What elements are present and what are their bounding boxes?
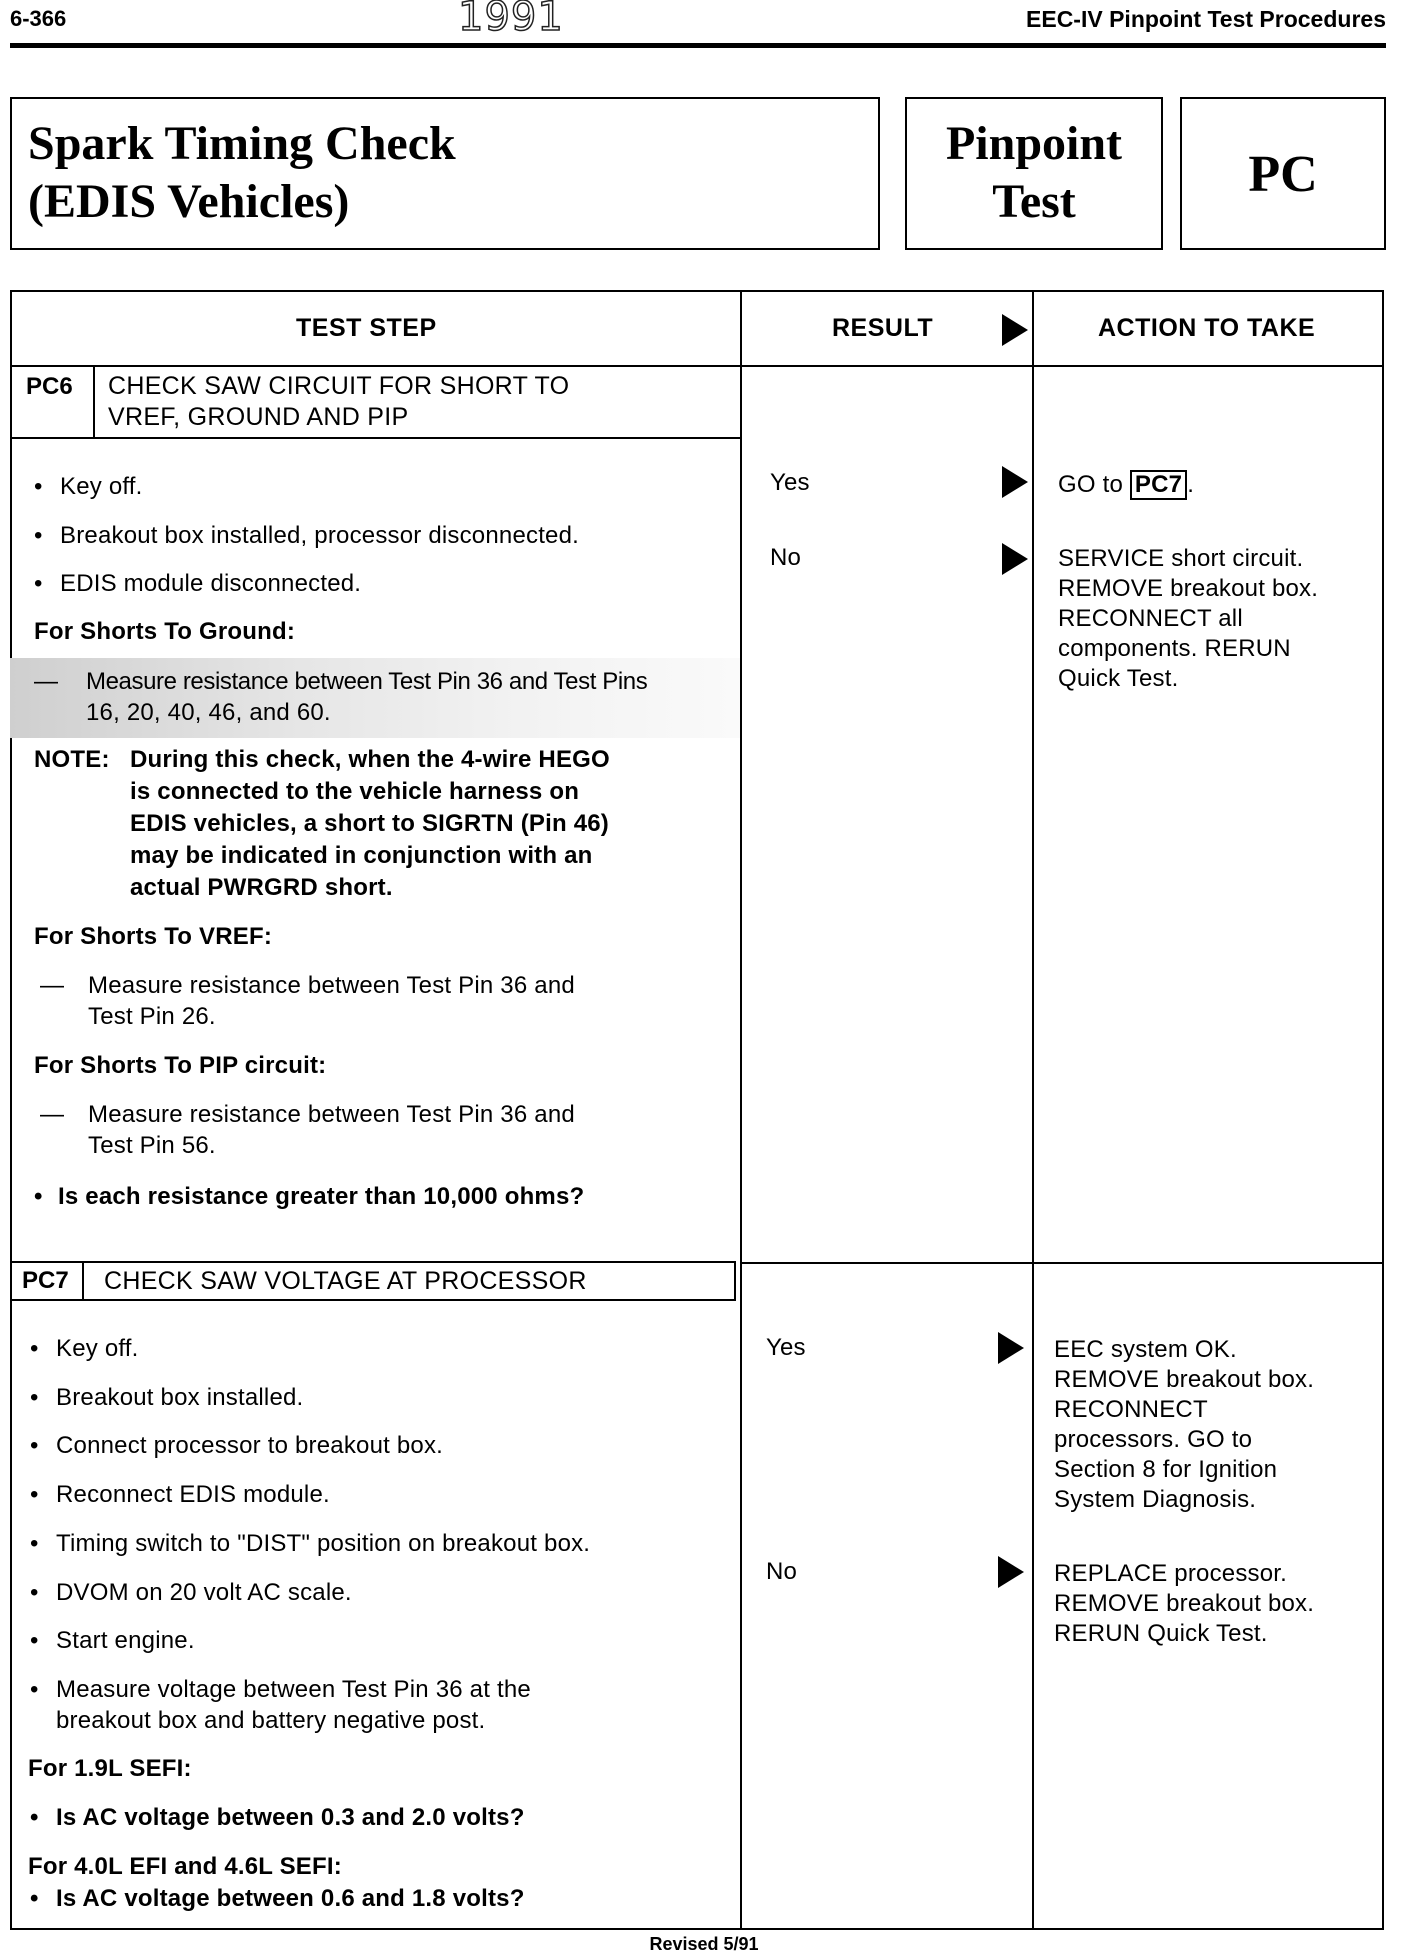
pc6-action-yes bbox=[1058, 469, 1194, 500]
pc7-step-4: Reconnect EDIS module. bbox=[56, 1481, 330, 1508]
column-header-action: ACTION TO TAKE bbox=[1098, 314, 1316, 342]
pc6-question: Is each resistance greater than 10,000 ohms? bbox=[58, 1183, 585, 1210]
pc7-step-7: Start engine. bbox=[56, 1627, 195, 1654]
dash-icon: — bbox=[34, 668, 59, 695]
bullet-icon: • bbox=[34, 473, 43, 500]
pc6-action-no-line2: REMOVE breakout box. bbox=[1058, 575, 1319, 602]
bullet-icon: • bbox=[30, 1804, 39, 1831]
pc6-note-line3: EDIS vehicles, a short to SIGRTN (Pin 46) bbox=[130, 810, 609, 837]
pc7-measure-line2: breakout box and battery negative post. bbox=[56, 1707, 486, 1734]
pc6-step-1: Key off. bbox=[60, 473, 143, 500]
pc7-step-5: Timing switch to "DIST" position on breakout box. bbox=[56, 1530, 591, 1557]
pc7-step-6: DVOM on 20 volt AC scale. bbox=[56, 1579, 352, 1606]
pc7-efi40-heading: For 4.0L EFI and 4.6L SEFI: bbox=[28, 1853, 342, 1880]
pc7-efi40-question: Is AC voltage between 0.6 and 1.8 volts? bbox=[56, 1885, 525, 1912]
pc7-action-yes-line1: EEC system OK. bbox=[1054, 1336, 1237, 1363]
dash-icon: — bbox=[40, 972, 65, 999]
pc6-action-yes-suffix: . bbox=[1187, 471, 1195, 498]
pc7-reference-link[interactable]: PC7 bbox=[1130, 470, 1187, 500]
pc7-sefi19-heading: For 1.9L SEFI: bbox=[28, 1755, 192, 1782]
bullet-icon: • bbox=[30, 1676, 39, 1703]
pc6-id-divider bbox=[93, 365, 95, 439]
bullet-icon: • bbox=[34, 570, 43, 597]
pc7-action-yes-line6: System Diagnosis. bbox=[1054, 1486, 1257, 1513]
pc7-measure-line1: Measure voltage between Test Pin 36 at the bbox=[56, 1676, 531, 1703]
revision-footer: Revised 5/91 bbox=[649, 1934, 759, 1954]
result-arrow-icon bbox=[1002, 466, 1028, 498]
pinpoint-test-box bbox=[905, 97, 1163, 250]
pc6-vref-line2: Test Pin 26. bbox=[88, 1003, 216, 1030]
pc6-action-no-line3: RECONNECT all bbox=[1058, 605, 1243, 632]
pc7-action-yes-line4: processors. GO to bbox=[1054, 1426, 1253, 1453]
pc7-action-yes-line3: RECONNECT bbox=[1054, 1396, 1208, 1423]
pc6-pip-line2: Test Pin 56. bbox=[88, 1132, 216, 1159]
pc6-title-line1: CHECK SAW CIRCUIT FOR SHORT TO bbox=[108, 372, 570, 400]
bullet-icon: • bbox=[34, 1183, 43, 1210]
pc6-note-line4: may be indicated in conjunction with an bbox=[130, 842, 593, 869]
bullet-icon: • bbox=[30, 1384, 39, 1411]
pc7-step-1: Key off. bbox=[56, 1335, 139, 1362]
bullet-icon: • bbox=[30, 1885, 39, 1912]
test-code-box bbox=[1180, 97, 1386, 250]
pinpoint-label-line2: Test bbox=[992, 175, 1076, 228]
pc6-step-3: EDIS module disconnected. bbox=[60, 570, 362, 597]
pc6-vref-heading: For Shorts To VREF: bbox=[34, 923, 273, 950]
bullet-icon: • bbox=[30, 1335, 39, 1362]
pc7-step-2: Breakout box installed. bbox=[56, 1384, 304, 1411]
bullet-icon: • bbox=[30, 1579, 39, 1606]
pc6-ground-heading: For Shorts To Ground: bbox=[34, 618, 296, 645]
pc6-step-2: Breakout box installed, processor disconnected. bbox=[60, 522, 580, 549]
column-header-result: RESULT bbox=[832, 314, 934, 342]
test-title-line2: (EDIS Vehicles) bbox=[28, 175, 350, 228]
pc6-title-line2: VREF, GROUND AND PIP bbox=[108, 403, 409, 431]
pc7-title: CHECK SAW VOLTAGE AT PROCESSOR bbox=[104, 1267, 587, 1295]
pinpoint-label-line1: Pinpoint bbox=[945, 117, 1123, 170]
result-arrow-icon bbox=[998, 1556, 1024, 1588]
section-title: EEC-IV Pinpoint Test Procedures bbox=[1026, 6, 1386, 32]
pc7-result-no: No bbox=[766, 1558, 798, 1585]
dash-icon: — bbox=[40, 1101, 65, 1128]
pc6-ground-measure-line2: 16, 20, 40, 46, and 60. bbox=[86, 699, 331, 726]
result-arrow-icon bbox=[998, 1332, 1024, 1364]
pc6-action-no-line5: Quick Test. bbox=[1058, 665, 1179, 692]
pc7-step-3: Connect processor to breakout box. bbox=[56, 1432, 444, 1459]
bullet-icon: • bbox=[30, 1530, 39, 1557]
test-code: PC bbox=[1248, 146, 1318, 203]
header-rule bbox=[10, 43, 1386, 48]
pc6-ground-measure-line1: Measure resistance between Test Pin 36 and Test Pins bbox=[86, 668, 648, 695]
bullet-icon: • bbox=[30, 1432, 39, 1459]
pc6-vref-line1: Measure resistance between Test Pin 36 and bbox=[88, 972, 575, 999]
column-divider-action bbox=[1032, 290, 1034, 1930]
pc7-action-no-line2: REMOVE breakout box. bbox=[1054, 1590, 1315, 1617]
pc7-action-no-line1: REPLACE processor. bbox=[1054, 1560, 1288, 1587]
row-divider-pc7 bbox=[740, 1262, 1384, 1264]
test-title-line1: Spark Timing Check bbox=[28, 117, 456, 170]
pc6-note-line2: is connected to the vehicle harness on bbox=[130, 778, 580, 805]
pc7-action-yes-line2: REMOVE breakout box. bbox=[1054, 1366, 1315, 1393]
pc6-result-no: No bbox=[770, 544, 802, 571]
column-divider-result bbox=[740, 290, 742, 1930]
bullet-icon: • bbox=[34, 522, 43, 549]
pc6-pip-heading: For Shorts To PIP circuit: bbox=[34, 1052, 327, 1079]
pc6-result-yes: Yes bbox=[770, 469, 810, 496]
result-arrow-icon bbox=[1002, 314, 1028, 346]
pc7-step-id: PC7 bbox=[22, 1267, 69, 1294]
bullet-icon: • bbox=[30, 1481, 39, 1508]
pc6-step-id: PC6 bbox=[26, 373, 73, 400]
pc6-pip-line1: Measure resistance between Test Pin 36 and bbox=[88, 1101, 575, 1128]
pc7-action-yes-line5: Section 8 for Ignition bbox=[1054, 1456, 1278, 1483]
pc6-note-line5: actual PWRGRD short. bbox=[130, 874, 393, 901]
pc7-sefi19-question: Is AC voltage between 0.3 and 2.0 volts? bbox=[56, 1804, 525, 1831]
pc7-id-divider bbox=[82, 1261, 84, 1301]
pc6-action-yes-prefix: GO to bbox=[1058, 471, 1124, 498]
column-header-test-step: TEST STEP bbox=[296, 314, 437, 342]
bullet-icon: • bbox=[30, 1627, 39, 1654]
pc6-note-line1: During this check, when the 4-wire HEGO bbox=[130, 746, 610, 773]
pc7-action-no-line3: RERUN Quick Test. bbox=[1054, 1620, 1268, 1647]
pc6-action-no-line1: SERVICE short circuit. bbox=[1058, 545, 1304, 572]
pc6-note-label: NOTE: bbox=[34, 746, 110, 773]
result-arrow-icon bbox=[1002, 543, 1028, 575]
test-title-box bbox=[10, 97, 880, 250]
year-label: 1991 bbox=[458, 0, 564, 40]
page-number: 6-366 bbox=[10, 6, 67, 31]
pc6-action-no-line4: components. RERUN bbox=[1058, 635, 1291, 662]
pc7-result-yes: Yes bbox=[766, 1334, 806, 1361]
